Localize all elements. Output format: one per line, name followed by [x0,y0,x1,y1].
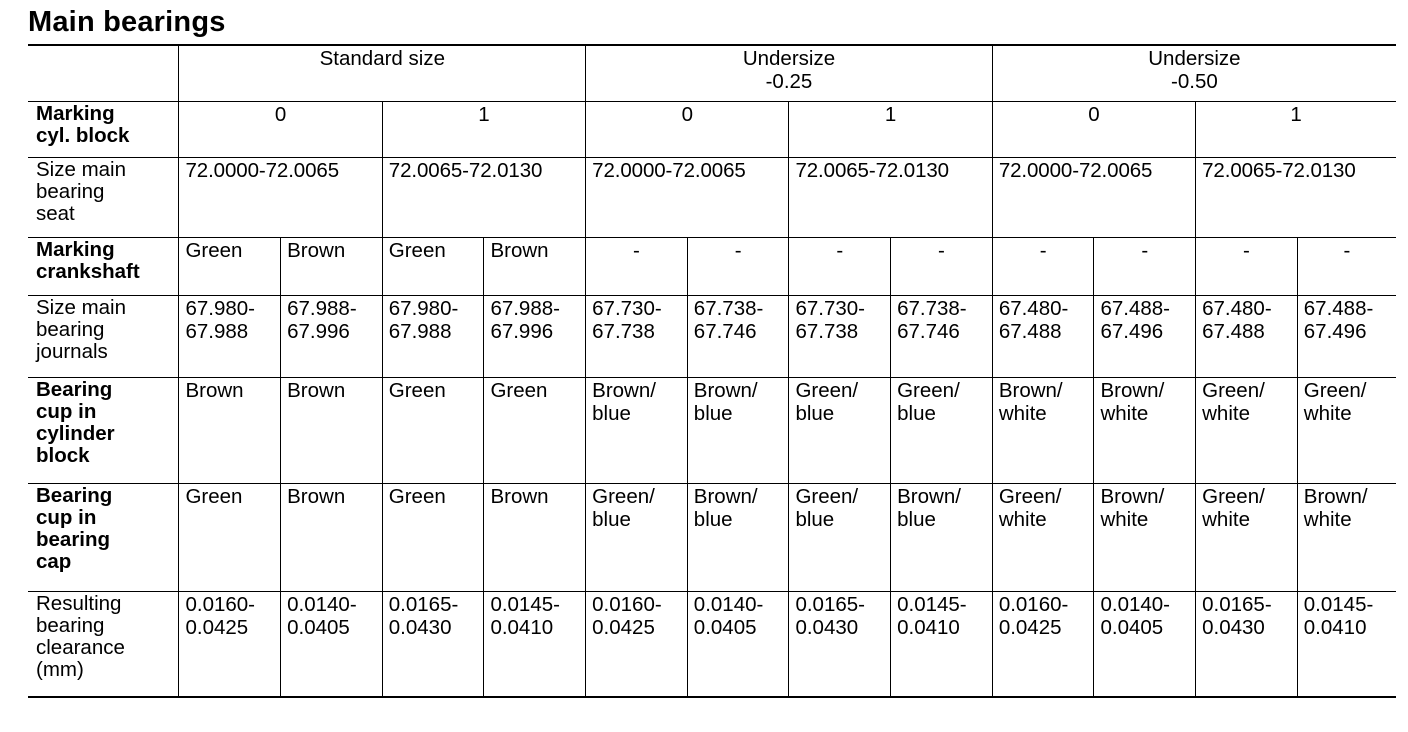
table-cell: 67.980- 67.988 [382,295,484,377]
table-cell: 0.0140- 0.0405 [281,591,383,697]
table-cell: 1 [1196,101,1396,157]
table-cell: Green [382,483,484,591]
table-cell: 67.738- 67.746 [891,295,993,377]
table-cell: Brown/ blue [891,483,993,591]
table-cell: Brown/ white [1297,483,1396,591]
table-cell: 0.0165- 0.0430 [1196,591,1298,697]
table-cell: 67.980- 67.988 [179,295,281,377]
table-cell: 1 [382,101,585,157]
table-cell: 67.730- 67.738 [586,295,688,377]
row-bearing-cup-bearing-cap [28,483,1396,591]
row-label-bearing-cup-bearing-cap: Bearing cup in bearing cap [28,483,179,591]
row-resulting-bearing-clearance [28,591,1396,697]
table-cell: Brown/ blue [687,377,789,483]
table-cell: 0.0160- 0.0425 [586,591,688,697]
table-cell: Brown [281,377,383,483]
table-cell: 0.0145- 0.0410 [1297,591,1396,697]
row-label-marking-cyl-block: Marking cyl. block [28,101,179,157]
table-cell: - [687,237,789,295]
table-cell: Brown [179,377,281,483]
table-cell: - [992,237,1094,295]
table-cell: 72.0065-72.0130 [789,157,992,237]
row-bearing-cup-cylinder-block [28,377,1396,483]
table-cell: 67.988- 67.996 [281,295,383,377]
table-cell: Green [179,237,281,295]
table-cell: Brown/ white [1094,483,1196,591]
table-cell: 67.488- 67.496 [1094,295,1196,377]
table-cell: 67.480- 67.488 [992,295,1094,377]
table-cell: 72.0065-72.0130 [382,157,585,237]
table-cell: Brown/ white [992,377,1094,483]
table-cell: Green/ blue [891,377,993,483]
table-cell: - [1297,237,1396,295]
table-cell: Green/ white [992,483,1094,591]
row-label-resulting-bearing-clearance: Resulting bearing clearance (mm) [28,591,179,697]
group-header-standard: Standard size [179,45,586,101]
table-cell: 72.0065-72.0130 [1196,157,1396,237]
table-cell: 67.488- 67.496 [1297,295,1396,377]
row-marking-cyl-block [28,101,1396,157]
table-cell: 0.0160- 0.0425 [992,591,1094,697]
table-cell: 67.480- 67.488 [1196,295,1298,377]
group-header-row [28,45,1396,101]
table-cell: Brown/ white [1094,377,1196,483]
table-cell: Green/ white [1196,483,1298,591]
table-cell: 0 [179,101,382,157]
table-cell: 0.0145- 0.0410 [891,591,993,697]
table-cell: Brown [484,483,586,591]
table-cell: - [586,237,688,295]
table-cell: 72.0000-72.0065 [586,157,789,237]
table-cell: Brown [484,237,586,295]
table-cell: - [1196,237,1298,295]
table-cell: 72.0000-72.0065 [179,157,382,237]
table-cell: Brown [281,237,383,295]
group-header-undersize-050: Undersize -0.50 [992,45,1396,101]
table-cell: Green/ blue [789,377,891,483]
table-cell: Brown [281,483,383,591]
table-cell: 0.0160- 0.0425 [179,591,281,697]
document-page [28,4,1396,698]
row-label-marking-crankshaft: Marking crankshaft [28,237,179,295]
table-cell: Green [179,483,281,591]
table-cell: 0.0165- 0.0430 [789,591,891,697]
page-title: Main bearings [28,6,226,38]
table-cell: Green [382,377,484,483]
table-cell: Brown/ blue [586,377,688,483]
table-cell: 0.0140- 0.0405 [687,591,789,697]
table-cell: 67.738- 67.746 [687,295,789,377]
table-cell: Green [484,377,586,483]
table-cell: - [789,237,891,295]
table-cell: Green/ white [1196,377,1298,483]
table-cell: - [1094,237,1196,295]
table-cell: 0.0165- 0.0430 [382,591,484,697]
row-label-size-main-bearing-journals: Size main bearing journals [28,295,179,377]
row-size-main-bearing-journals [28,295,1396,377]
row-size-main-bearing-seat [28,157,1396,237]
table-cell: Green/ blue [789,483,891,591]
table-cell: Green/ blue [586,483,688,591]
table-cell: 0.0145- 0.0410 [484,591,586,697]
table-cell: Brown/ blue [687,483,789,591]
table-cell: 0 [586,101,789,157]
table-cell: 0.0140- 0.0405 [1094,591,1196,697]
table-cell: 0 [992,101,1195,157]
table-cell: 1 [789,101,992,157]
table-cell: 67.988- 67.996 [484,295,586,377]
group-header-undersize-025: Undersize -0.25 [586,45,993,101]
table-cell: Green/ white [1297,377,1396,483]
table-cell: - [891,237,993,295]
row-label-bearing-cup-cylinder-block: Bearing cup in cylinder block [28,377,179,483]
table-cell: 67.730- 67.738 [789,295,891,377]
row-marking-crankshaft [28,237,1396,295]
row-label-size-main-bearing-seat: Size main bearing seat [28,157,179,237]
main-bearings-table [28,44,1396,698]
table-cell: Green [382,237,484,295]
table-cell: 72.0000-72.0065 [992,157,1195,237]
corner-cell [28,45,179,101]
